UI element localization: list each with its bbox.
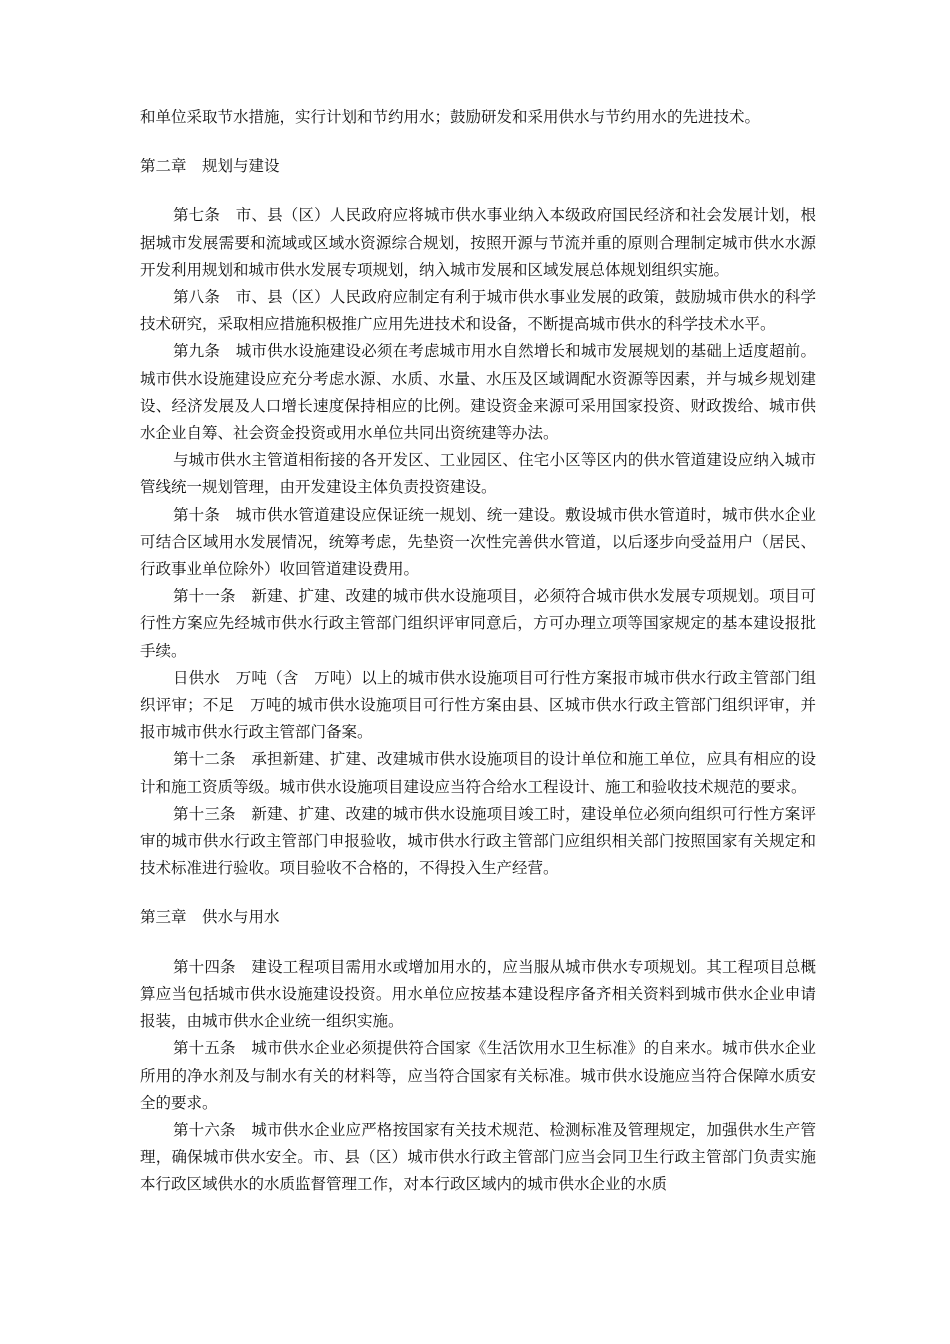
paragraph: 第十一条 新建、扩建、改建的城市供水设施项目，必须符合城市供水发展专项规划。项目可行性方案应先经城市供水行政主管部门组织评审同意后，方可办理立项等国家规定的基本建设报批手续。 [140,587,816,660]
paragraph: 第十六条 城市供水企业应严格按国家有关技术规范、检测标准及管理规定，加强供水生产管理，确保城市供水安全。市、县（区）城市供水行政主管部门应当会同卫生行政主管部门负责实施本行政区域供水的水质监督管理工作，对本行政区域内的城市供水企业的水质 [140,1120,816,1194]
paragraph: 第十三条 新建、扩建、改建的城市供水设施项目竣工时，建设单位必须向组织可行性方案评审的城市供水行政主管部门申报验收，城市供水行政主管部门应组织相关部门按照国家有关规定和技术标准进行验收。项目验收不合格的，不得投入生产经营。 [140,804,816,878]
document-body [140,104,816,1199]
paragraph: 第七条 市、县（区）人民政府应将城市供水事业纳入本级政府国民经济和社会发展计划，根据城市发展需要和流域或区域水资源综合规划，按照开源与节流并重的原则合理制定城市供水水源开发利用规划和城市供水发展专项规划，纳入城市发展和区域发展总体规划组织实施。 [140,206,816,279]
paragraph: 第十二条 承担新建、扩建、改建城市供水设施项目的设计单位和施工单位，应具有相应的设计和施工资质等级。城市供水设施项目建设应当符合给水工程设计、施工和验收技术规范的要求。 [140,750,816,796]
chapter-heading: 第三章 供水与用水 [140,908,280,927]
paragraph: 日供水 万吨（含 万吨）以上的城市供水设施项目可行性方案报市城市供水行政主管部门组织评审；不足 万吨的城市供水设施项目可行性方案由县、区城市供水行政主管部门组织评审，并报市城市供水行政主管部门备案。 [140,668,816,742]
paragraph: 和单位采取节水措施，实行计划和节约用水；鼓励研发和采用供水与节约用水的先进技术。 [140,108,761,126]
paragraph: 第十条 城市供水管道建设应保证统一规划、统一建设。敷设城市供水管道时，城市供水企业可结合区域用水发展情况，统筹考虑，先垫资一次性完善供水管道，以后逐步向受益用户（居民、行政事业单位除外）收回管道建设费用。 [140,505,816,579]
paragraph: 第九条 城市供水设施建设必须在考虑城市用水自然增长和城市发展规划的基础上适度超前。城市供水设施建设应充分考虑水源、水质、水量、水压及区域调配水资源等因素，并与城乡规划建设、经济发展及人口增长速度保持相应的比例。建设资金来源可采用国家投资、财政拨给、城市供水企业自筹、社会资金投资或用水单位共同出资统建等办法。 [140,342,816,443]
paragraph: 第十五条 城市供水企业必须提供符合国家《生活饮用水卫生标准》的自来水。城市供水企业所用的净水剂及与制水有关的材料等，应当符合国家有关标准。城市供水设施应当符合保障水质安全的要求。 [140,1039,816,1112]
chapter-heading: 第二章 规划与建设 [140,157,280,176]
paragraph: 第十四条 建设工程项目需用水或增加用水的，应当服从城市供水专项规划。其工程项目总概算应当包括城市供水设施建设投资。用水单位应按基本建设程序备齐相关资料到城市供水企业申请报装，由城市供水企业统一组织实施。 [140,957,816,1031]
paragraph: 第八条 市、县（区）人民政府应制定有利于城市供水事业发展的政策，鼓励城市供水的科学技术研究，采取相应措施积极推广应用先进技术和设备，不断提高城市供水的科学技术水平。 [140,288,816,334]
paragraph: 与城市供水主管道相衔接的各开发区、工业园区、住宅小区等区内的供水管道建设应纳入城市管线统一规划管理，由开发建设主体负责投资建设。 [140,451,816,497]
